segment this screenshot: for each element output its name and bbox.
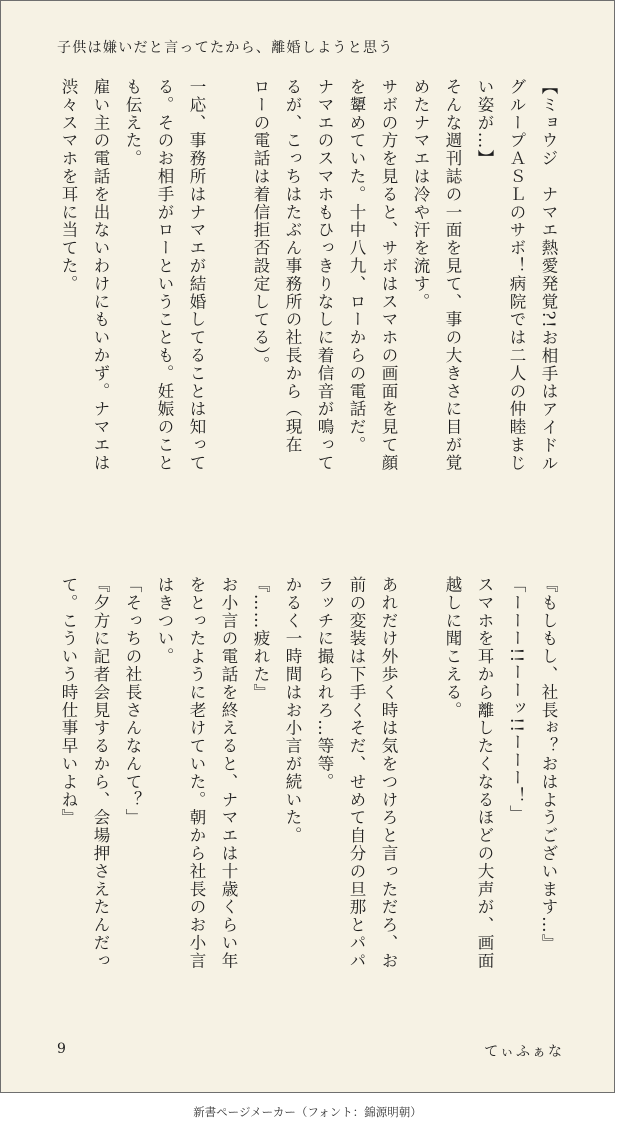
text-line: をとったように老けていた。朝から社長のお小言 — [187, 576, 206, 970]
text-line: めたナマエは冷や汗を流す。 — [411, 78, 430, 311]
text-line: はきつい。 — [155, 576, 174, 666]
text-line: ラッチに撮られろ…等等。 — [315, 576, 334, 791]
text-line: ローの電話は着信拒否設定してる）。 — [251, 78, 270, 375]
text-line — [404, 576, 436, 1016]
text-line: 【ミョウジ ナマエ熱愛発覚?!お相手はアイドル — [539, 78, 558, 473]
text-line: い姿が…】 — [475, 78, 494, 168]
text-line: あれだけ外歩く時は気をつけろと言っただろ、お — [379, 576, 398, 970]
text-line: て。こういう時仕事早いよね』 — [59, 576, 78, 827]
author-name: てぃふぁな — [484, 1044, 564, 1060]
upper-text-block — [52, 78, 564, 498]
running-header: 子供は嫌いだと言ってたから、離婚しようと思う — [57, 40, 394, 56]
text-line: 『……疲れた』 — [251, 576, 270, 702]
text-line: 「そっちの社長さんなんて？」 — [123, 576, 142, 827]
text-line: かるく一時間はお小言が続いた。 — [283, 576, 302, 845]
text-line: スマホを耳から離したくなるほどの大声が、画面 — [475, 576, 494, 970]
page-number: 9 — [57, 1041, 66, 1057]
text-line: ナマエのスマホもひっきりなしに着信音が鳴って — [315, 78, 334, 472]
text-line: 渋々スマホを耳に当てた。 — [59, 78, 78, 293]
text-line: お小言の電話を終えると、ナマエは十歳くらい年 — [219, 576, 238, 970]
text-line: る。そのお相手がローということも。妊娠のこと — [155, 78, 174, 472]
text-line: 『もしもし、社長ぉ？おはようございます…』 — [539, 576, 558, 952]
text-line: 前の変装は下手くそだ、せめて自分の旦那とパパ — [347, 576, 366, 970]
text-line: 「ーーー!!ーーッ!!ーーー！」 — [507, 576, 526, 823]
text-line: 雇い主の電話を出ないわけにもいかず。ナマエは — [91, 78, 110, 472]
text-line: 一応、事務所はナマエが結婚してることは知って — [187, 78, 206, 472]
text-line: るが、こっちはたぶん事務所の社長から（現在 — [283, 78, 302, 454]
text-line: サボの方を見ると、サボはスマホの画面を見て顔 — [379, 78, 398, 472]
text-line: 越しに聞こえる。 — [443, 576, 462, 720]
lower-text-block — [52, 576, 564, 1016]
text-line: グループＡＳＬのサボ！病院では二人の仲睦まじ — [507, 78, 526, 472]
text-line: 『夕方に記者会見するから、会場押さえたんだっ — [91, 576, 110, 970]
text-line: を顰めていた。十中八九、ローからの電話だ。 — [347, 78, 366, 454]
text-line: も伝えた。 — [123, 78, 142, 168]
text-line — [212, 78, 244, 498]
text-line: そんな週刊誌の一面を見て、事の大きさに目が覚 — [443, 78, 462, 472]
generator-caption: 新書ページメーカー（フォント：錦源明朝） — [193, 1105, 422, 1119]
